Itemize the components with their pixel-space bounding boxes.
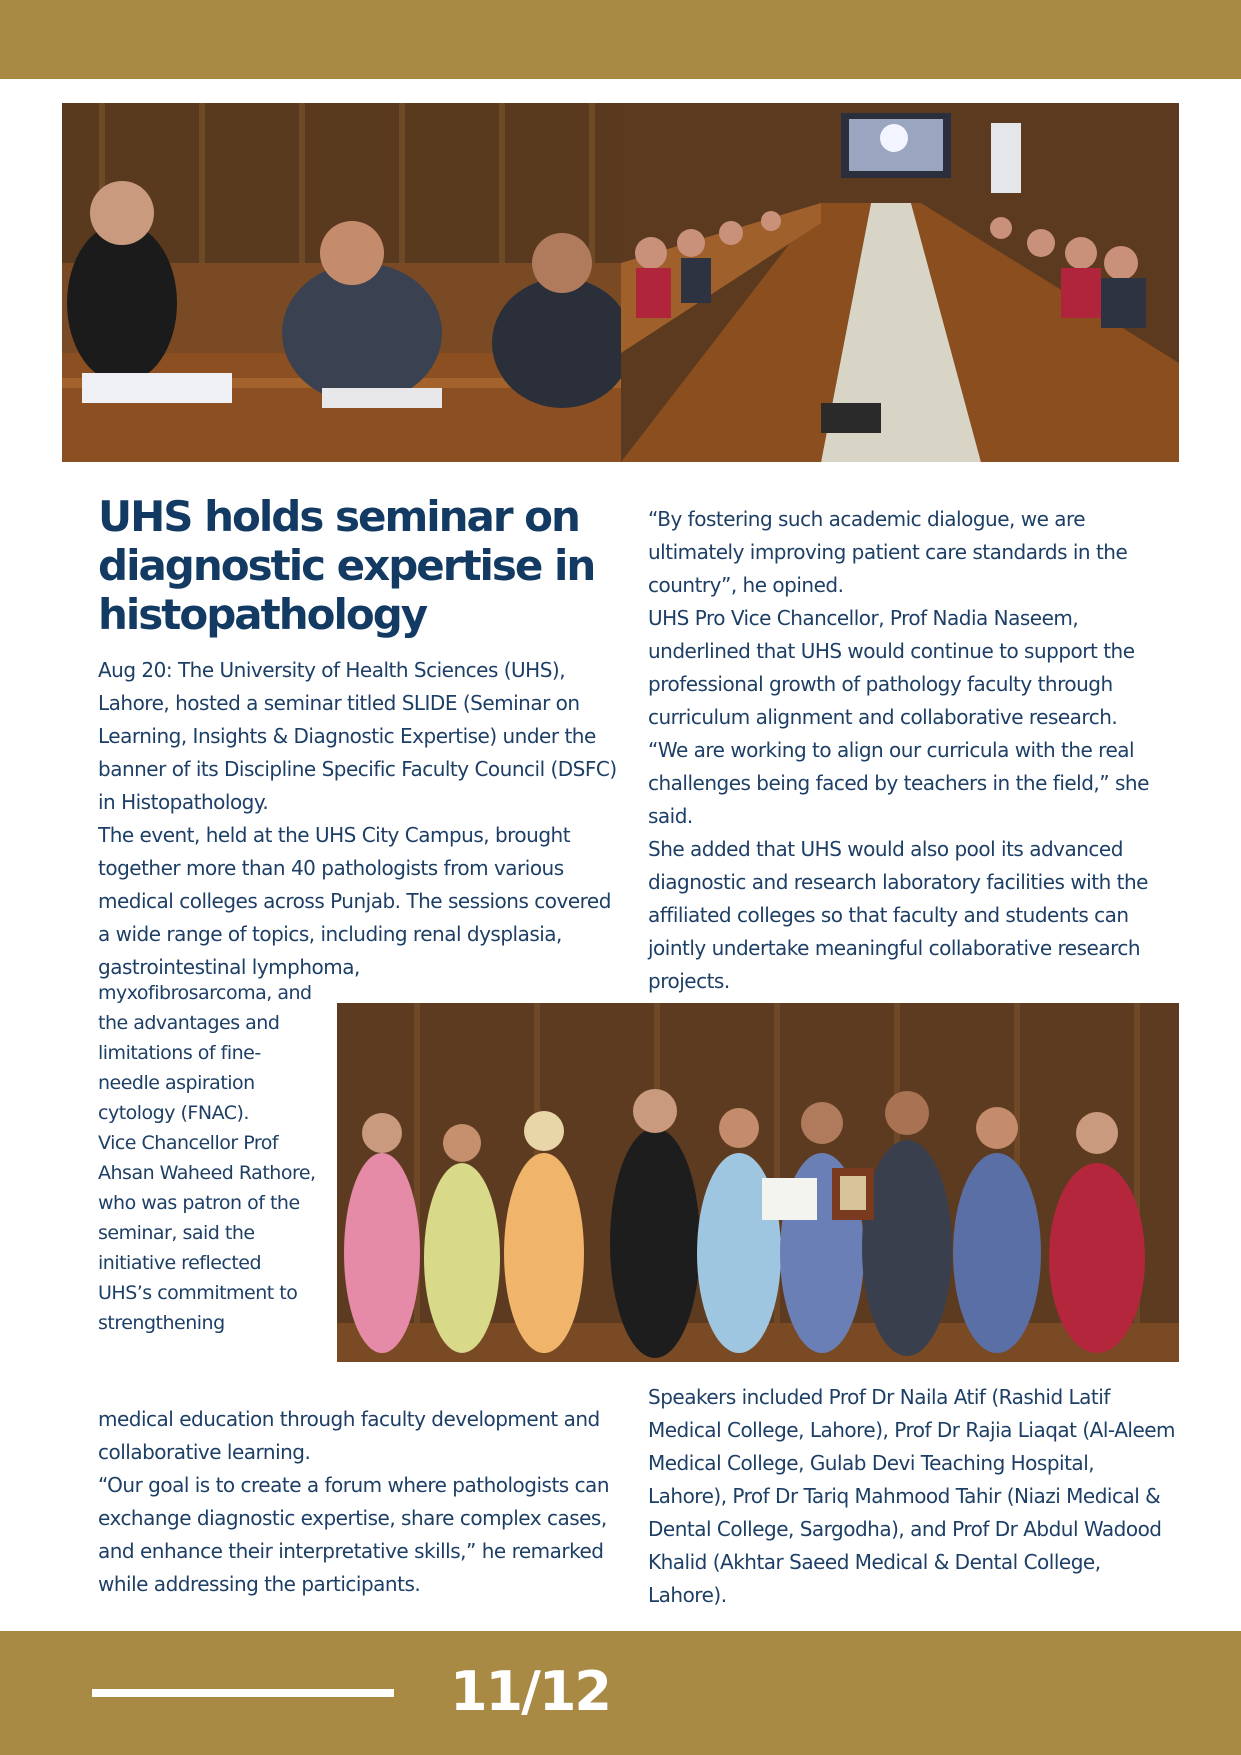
paragraph: Vice Chancellor Prof Ahsan Waheed Rathore, who was patron of the seminar, said the initiative reflected UHS’s commitment to strengthening [98,1132,316,1334]
paragraph: She added that UHS would also pool its advanced diagnostic and research laboratory facilities with the affiliated colleges so that faculty and students can jointly undertake meaningful collaborative research projects. [648,837,1148,993]
article-column-right-bottom [648,1381,1178,1612]
paragraph: Speakers included Prof Dr Naila Atif (Rashid Latif Medical College, Lahore), Prof Dr Rajia Liaqat (Al-Aleem Medical College, Gulab Devi Teaching Hospital, Lahore), Prof Dr Tariq Mahmood Tahir (Niazi Medical & Dental College, Sargodha), and Prof Dr Abdul Wadood Khalid (Akhtar Saeed Medical & Dental College, Lahore). [648,1385,1176,1607]
article-column-left-bottom [98,1403,638,1601]
paragraph: Aug 20: The University of Health Sciences (UHS), Lahore, hosted a seminar titled SLIDE (Seminar on Learning, Insights & Diagnostic Expertise) under the banner of its Discipline Specific Faculty Council (DSFC) in Histopathology. [98,658,617,814]
photo-seminar-hall [621,103,1179,462]
paragraph: “We are working to align our curricula with the real challenges being faced by teachers in the field,” she said. [648,738,1149,828]
paragraph: The event, held at the UHS City Campus, brought together more than 40 pathologists from various medical colleges across Punjab. The sessions covered a wide range of topics, including renal dysplasia, gastrointestinal lymphoma, [98,823,611,979]
paragraph: “Our goal is to create a forum where pathologists can exchange diagnostic expertise, share complex cases, and enhance their interpretative skills,” he remarked while addressing the participants. [98,1473,609,1596]
article-column-narrow [98,978,320,1338]
top-color-band [0,0,1241,79]
photo-officials-at-dais [62,103,621,462]
article-column-right-top [648,503,1178,998]
paragraph: myxofibrosarcoma, and the advantages and limitations of fine-needle aspiration cytology (FNAC). [98,982,312,1124]
paragraph: “By fostering such academic dialogue, we are ultimately improving patient care standards in the country”, he opined. [648,507,1128,597]
page-number: 11/12 [449,1660,610,1723]
paragraph: UHS Pro Vice Chancellor, Prof Nadia Naseem, underlined that UHS would continue to support the professional growth of pathology faculty through curriculum alignment and collaborative research. [648,606,1135,729]
article-headline: UHS holds seminar on diagnostic expertise in histopathology [98,492,595,639]
article-column-left-top [98,654,628,984]
photo-group-certificate [337,1003,1179,1362]
footer-rule [92,1689,394,1697]
paragraph: medical education through faculty development and collaborative learning. [98,1407,600,1464]
